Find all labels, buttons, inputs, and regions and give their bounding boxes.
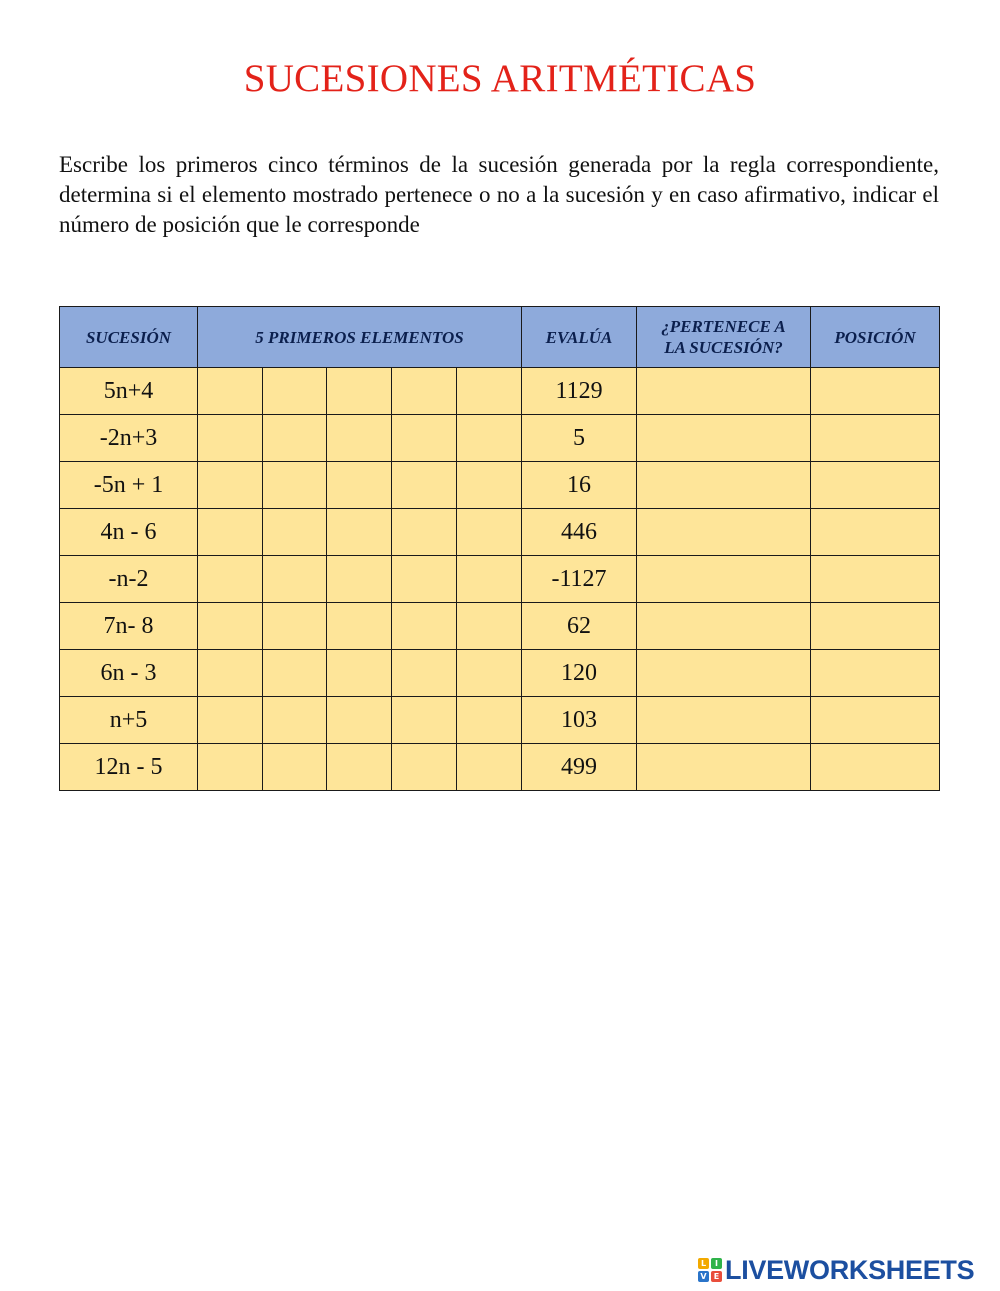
logo-mark-square: V (698, 1271, 709, 1282)
table-row (60, 650, 940, 697)
sequence-rule-cell: 5n+4 (60, 368, 198, 415)
element-5-answer-cell[interactable] (457, 697, 522, 744)
element-1-answer-cell[interactable] (198, 415, 263, 462)
table-row (60, 509, 940, 556)
header-first-five-elements: 5 PRIMEROS ELEMENTOS (198, 307, 522, 368)
element-3-answer-cell[interactable] (327, 556, 392, 603)
evaluate-value-cell: 16 (522, 462, 637, 509)
position-answer-cell[interactable] (811, 697, 940, 744)
belongs-answer-cell[interactable] (637, 368, 811, 415)
element-4-answer-cell[interactable] (392, 650, 457, 697)
header-sequence: SUCESIÓN (60, 307, 198, 368)
position-answer-cell[interactable] (811, 744, 940, 791)
evaluate-value-cell: 499 (522, 744, 637, 791)
table-body (60, 368, 940, 791)
liveworksheets-logo (698, 1256, 974, 1284)
element-5-answer-cell[interactable] (457, 744, 522, 791)
element-1-answer-cell[interactable] (198, 556, 263, 603)
sequence-rule-cell: 4n - 6 (60, 509, 198, 556)
header-belongs: ¿PERTENECE A LA SUCESIÓN? (637, 307, 811, 368)
logo-text: LIVEWORKSHEETS (725, 1254, 975, 1285)
evaluate-value-cell: 62 (522, 603, 637, 650)
element-3-answer-cell[interactable] (327, 697, 392, 744)
element-5-answer-cell[interactable] (457, 462, 522, 509)
element-5-answer-cell[interactable] (457, 415, 522, 462)
position-answer-cell[interactable] (811, 556, 940, 603)
position-answer-cell[interactable] (811, 603, 940, 650)
element-2-answer-cell[interactable] (263, 462, 327, 509)
element-1-answer-cell[interactable] (198, 697, 263, 744)
element-1-answer-cell[interactable] (198, 368, 263, 415)
element-1-answer-cell[interactable] (198, 509, 263, 556)
evaluate-value-cell: 446 (522, 509, 637, 556)
belongs-answer-cell[interactable] (637, 603, 811, 650)
table-row (60, 415, 940, 462)
position-answer-cell[interactable] (811, 368, 940, 415)
belongs-answer-cell[interactable] (637, 650, 811, 697)
element-5-answer-cell[interactable] (457, 603, 522, 650)
sequences-table (59, 306, 940, 791)
evaluate-value-cell: 120 (522, 650, 637, 697)
evaluate-value-cell: 1129 (522, 368, 637, 415)
element-3-answer-cell[interactable] (327, 368, 392, 415)
element-4-answer-cell[interactable] (392, 509, 457, 556)
table-row (60, 603, 940, 650)
instructions-text: Escribe los primeros cinco términos de la sucesión generada por la regla correspondiente, determina si el elemento mostrado pertenece o no a la sucesión y en caso afirmativo, indicar el número de posición que le corresponde (59, 152, 939, 237)
element-3-answer-cell[interactable] (327, 744, 392, 791)
header-evaluate: EVALÚA (522, 307, 637, 368)
element-4-answer-cell[interactable] (392, 415, 457, 462)
element-4-answer-cell[interactable] (392, 744, 457, 791)
page-title: SUCESIONES ARITMÉTICAS (243, 57, 757, 100)
header-position: POSICIÓN (811, 307, 940, 368)
element-2-answer-cell[interactable] (263, 415, 327, 462)
sequence-rule-cell: -2n+3 (60, 415, 198, 462)
belongs-answer-cell[interactable] (637, 509, 811, 556)
element-4-answer-cell[interactable] (392, 603, 457, 650)
belongs-answer-cell[interactable] (637, 697, 811, 744)
sequence-rule-cell: -n-2 (60, 556, 198, 603)
position-answer-cell[interactable] (811, 462, 940, 509)
element-2-answer-cell[interactable] (263, 697, 327, 744)
table-row (60, 697, 940, 744)
position-answer-cell[interactable] (811, 415, 940, 462)
belongs-answer-cell[interactable] (637, 415, 811, 462)
element-4-answer-cell[interactable] (392, 368, 457, 415)
logo-mark-square: L (698, 1258, 709, 1269)
belongs-answer-cell[interactable] (637, 462, 811, 509)
element-4-answer-cell[interactable] (392, 462, 457, 509)
belongs-answer-cell[interactable] (637, 744, 811, 791)
element-2-answer-cell[interactable] (263, 650, 327, 697)
element-3-answer-cell[interactable] (327, 462, 392, 509)
logo-mark-square: I (711, 1258, 722, 1269)
element-3-answer-cell[interactable] (327, 415, 392, 462)
element-5-answer-cell[interactable] (457, 556, 522, 603)
sequence-rule-cell: 12n - 5 (60, 744, 198, 791)
element-1-answer-cell[interactable] (198, 744, 263, 791)
element-1-answer-cell[interactable] (198, 462, 263, 509)
element-2-answer-cell[interactable] (263, 603, 327, 650)
sequence-rule-cell: -5n + 1 (60, 462, 198, 509)
element-1-answer-cell[interactable] (198, 603, 263, 650)
table-row (60, 556, 940, 603)
evaluate-value-cell: 103 (522, 697, 637, 744)
position-answer-cell[interactable] (811, 509, 940, 556)
element-2-answer-cell[interactable] (263, 509, 327, 556)
element-3-answer-cell[interactable] (327, 509, 392, 556)
element-4-answer-cell[interactable] (392, 697, 457, 744)
table-row (60, 744, 940, 791)
sequence-rule-cell: 6n - 3 (60, 650, 198, 697)
element-3-answer-cell[interactable] (327, 603, 392, 650)
table-row (60, 368, 940, 415)
sequence-rule-cell: n+5 (60, 697, 198, 744)
element-5-answer-cell[interactable] (457, 650, 522, 697)
element-2-answer-cell[interactable] (263, 556, 327, 603)
element-1-answer-cell[interactable] (198, 650, 263, 697)
evaluate-value-cell: 5 (522, 415, 637, 462)
element-5-answer-cell[interactable] (457, 509, 522, 556)
evaluate-value-cell: -1127 (522, 556, 637, 603)
element-2-answer-cell[interactable] (263, 368, 327, 415)
sequence-rule-cell: 7n- 8 (60, 603, 198, 650)
position-answer-cell[interactable] (811, 650, 940, 697)
table-header-row (60, 307, 940, 368)
liveworksheets-logo-icon (698, 1258, 722, 1282)
element-3-answer-cell[interactable] (327, 650, 392, 697)
element-5-answer-cell[interactable] (457, 368, 522, 415)
table-row (60, 462, 940, 509)
belongs-answer-cell[interactable] (637, 556, 811, 603)
element-4-answer-cell[interactable] (392, 556, 457, 603)
element-2-answer-cell[interactable] (263, 744, 327, 791)
logo-mark-square: E (711, 1271, 722, 1282)
